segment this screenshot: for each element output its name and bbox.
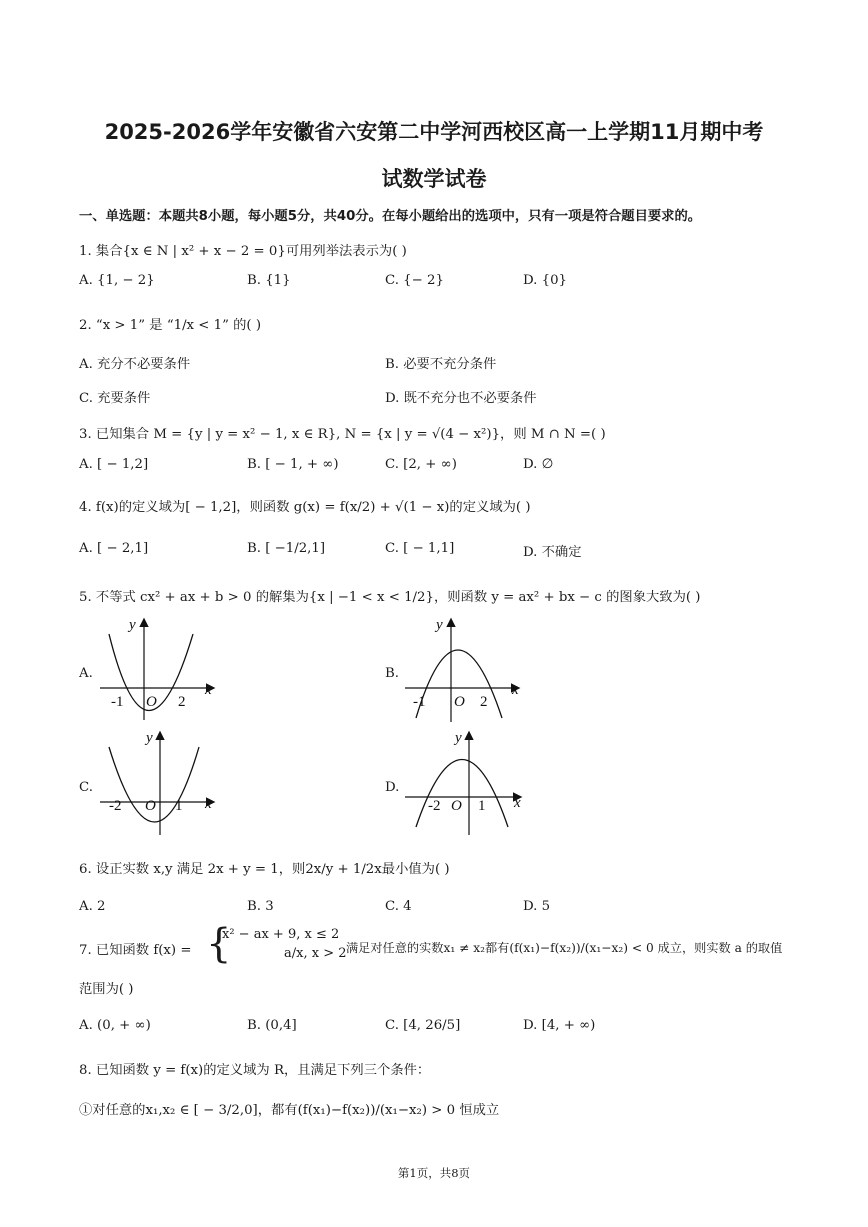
question-3-stem: 3. 已知集合 M = {y | y = x² − 1, x ∈ R}, N = {x | y = √(4 − x²)}，则 M ∩ N =( )	[79, 427, 606, 442]
q5-graph-a	[95, 612, 230, 722]
q7-option-b: B. (0,4]	[247, 1018, 297, 1033]
title-line-1: 2025-2026学年安徽省六安第二中学河西校区高一上学期11月期中考	[104, 120, 764, 144]
q3-option-c: C. [2, + ∞)	[385, 457, 457, 472]
root-label-right: 1	[478, 798, 486, 814]
q7-option-a: A. (0, + ∞)	[79, 1018, 151, 1033]
q2-option-c: C. 充要条件	[79, 391, 151, 406]
q1-option-b: B. {1}	[247, 273, 291, 288]
origin-label: O	[146, 694, 157, 710]
root-label-right: 2	[178, 694, 186, 710]
q6-option-c: C. 4	[385, 899, 412, 914]
page-footer: 第1页，共8页	[397, 1166, 471, 1180]
q1-option-c: C. {− 2}	[385, 273, 444, 288]
q5-graph-b	[400, 612, 535, 727]
q4-option-c: C. [ − 1,1]	[385, 541, 455, 556]
piecewise-case-1: x² − ax + 9, x ≤ 2	[222, 927, 340, 942]
q1-option-d: D. {0}	[523, 273, 568, 288]
origin-label: O	[451, 798, 462, 814]
question-7-stem-line2: 范围为( )	[79, 982, 134, 997]
root-label-left: -1	[413, 694, 426, 710]
title-line-2: 试数学试卷	[381, 167, 487, 191]
q6-option-b: B. 3	[247, 899, 274, 914]
parabola-curve	[416, 760, 508, 828]
x-label: x	[205, 796, 212, 812]
question-8-condition-1: ①对任意的x₁,x₂ ∈ [ − 3/2,0]，都有(f(x₁)−f(x₂))/(x₁−x₂) > 0 恒成立	[79, 1103, 500, 1118]
question-8-stem: 8. 已知函数 y = f(x)的定义域为 R，且满足下列三个条件：	[79, 1063, 431, 1078]
root-label-right: 2	[480, 694, 488, 710]
q5-graph-d	[400, 727, 535, 837]
q4-option-d: D. 不确定	[523, 545, 582, 560]
section-heading: 一、单选题：本题共8小题，每小题5分，共40分。在每小题给出的选项中，只有一项是符合题目要求的。	[79, 209, 702, 224]
q6-option-a: A. 2	[79, 899, 106, 914]
question-4-stem: 4. f(x)的定义域为[ − 1,2]，则函数 g(x) = f(x/2) + √(1 − x)的定义域为( )	[79, 500, 531, 515]
q6-option-d: D. 5	[523, 899, 551, 914]
y-label: y	[129, 617, 136, 633]
q4-option-a: A. [ − 2,1]	[79, 541, 149, 556]
root-label-left: -2	[109, 798, 122, 814]
x-label: x	[514, 795, 521, 811]
q5-option-c: C.	[79, 780, 93, 795]
question-6-stem: 6. 设正实数 x,y 满足 2x + y = 1，则2x/y + 1/2x最小值为( )	[79, 862, 450, 877]
question-2-stem: 2. “x > 1” 是 “1/x < 1” 的( )	[79, 318, 262, 333]
q1-option-a: A. {1, − 2}	[79, 273, 155, 288]
q4-option-b: B. [ −1/2,1]	[247, 541, 326, 556]
q7-option-d: D. [4, + ∞)	[523, 1018, 596, 1033]
q3-option-b: B. [ − 1, + ∞)	[247, 457, 339, 472]
q5-graph-c	[95, 727, 230, 837]
y-label: y	[146, 730, 153, 746]
q2-option-a: A. 充分不必要条件	[79, 357, 191, 372]
piecewise-case-2: a/x, x > 2	[284, 946, 347, 961]
origin-label: O	[454, 694, 465, 710]
q5-option-a: A.	[79, 666, 93, 681]
q3-option-a: A. [ − 1,2]	[79, 457, 149, 472]
x-label: x	[205, 682, 212, 698]
root-label-left: -1	[111, 694, 124, 710]
question-5-stem: 5. 不等式 cx² + ax + b > 0 的解集为{x | −1 < x < 1/2}，则函数 y = ax² + bx − c 的图象大致为( )	[79, 590, 701, 605]
x-label: x	[512, 682, 519, 698]
root-label-right: 1	[175, 798, 183, 814]
piecewise-brace: {	[206, 921, 232, 967]
origin-label: O	[145, 798, 156, 814]
question-7-stem-rest: 满足对任意的实数x₁ ≠ x₂都有(f(x₁)−f(x₂))/(x₁−x₂) < 0 成立，则实数 a 的取值	[346, 941, 783, 955]
y-label: y	[436, 617, 443, 633]
root-label-left: -2	[428, 798, 441, 814]
q7-option-c: C. [4, 26/5]	[385, 1018, 461, 1033]
q5-option-d: D.	[385, 780, 400, 795]
y-label: y	[455, 730, 462, 746]
question-7-stem-start: 7. 已知函数 f(x) =	[79, 943, 192, 958]
q2-option-b: B. 必要不充分条件	[385, 357, 497, 372]
q5-option-b: B.	[385, 666, 399, 681]
q3-option-d: D. ∅	[523, 457, 554, 472]
question-1-stem: 1. 集合{x ∈ N | x² + x − 2 = 0}可用列举法表示为( )	[79, 244, 407, 259]
q2-option-d: D. 既不充分也不必要条件	[385, 391, 537, 406]
